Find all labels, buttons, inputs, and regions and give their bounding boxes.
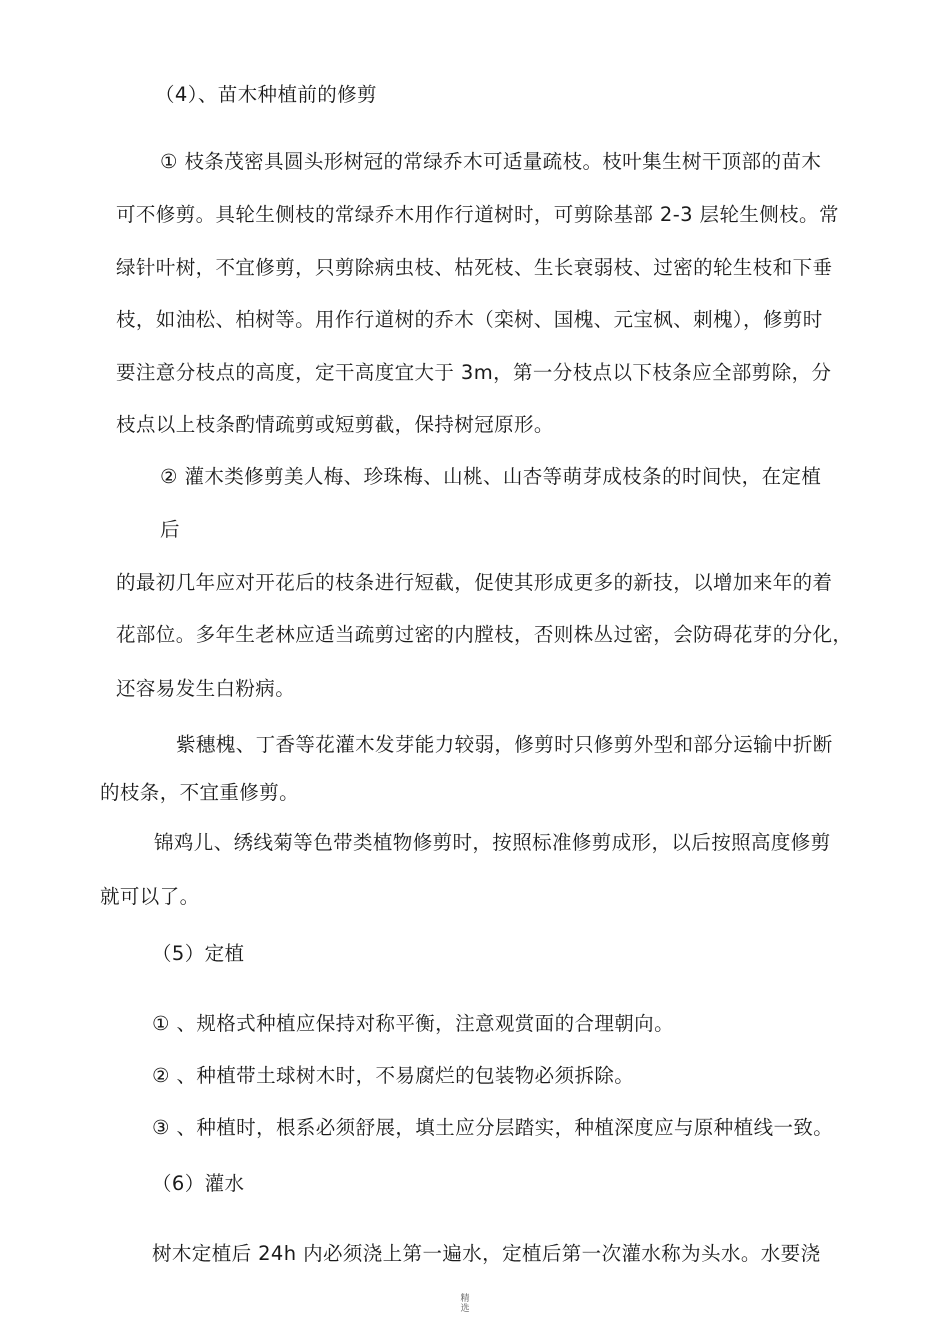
page-footer: 精选 [460, 1294, 470, 1314]
paragraph-line: 的最初几年应对开花后的枝条进行短截，促使其形成更多的新技，以增加来年的着 [116, 571, 833, 594]
paragraph-line: 可不修剪。具轮生侧枝的常绿乔木用作行道树时，可剪除基部 2-3 层轮生侧枝。常 [116, 203, 839, 226]
heading-planting: （5）定植 [152, 942, 245, 965]
paragraph-line: 绿针叶树，不宜修剪，只剪除病虫枝、枯死枝、生长衰弱枝、过密的轮生枝和下垂 [116, 256, 833, 279]
list-item: ② 、种植带土球树木时，不易腐烂的包装物必须拆除。 [152, 1064, 635, 1087]
list-item: ① 、规格式种植应保持对称平衡，注意观赏面的合理朝向。 [152, 1012, 674, 1035]
heading-pruning-before-planting: （4）、苗木种植前的修剪 [155, 83, 377, 106]
paragraph-line: 后 [160, 518, 180, 541]
paragraph-line: 锦鸡儿、绣线菊等色带类植物修剪时，按照标准修剪成形，以后按照高度修剪 [154, 831, 831, 854]
paragraph-line: 树木定植后 24h 内必须浇上第一遍水，定植后第一次灌水称为头水。水要浇 [152, 1242, 821, 1265]
paragraph-line: 就可以了。 [100, 885, 200, 908]
heading-watering: （6）灌水 [152, 1172, 245, 1195]
paragraph-line: 花部位。多年生老林应适当疏剪过密的内膛枝，否则株丛过密，会防碍花芽的分化， [116, 623, 853, 646]
paragraph-line: 要注意分枝点的高度，定干高度宜大于 3m，第一分枝点以下枝条应全部剪除，分 [116, 361, 832, 384]
paragraph-line: ① 枝条茂密具圆头形树冠的常绿乔木可适量疏枝。枝叶集生树干顶部的苗木 [160, 150, 822, 173]
paragraph-line: ② 灌木类修剪美人梅、珍珠梅、山桃、山杏等萌芽成枝条的时间快，在定植 [160, 465, 822, 488]
paragraph-line: 紫穗槐、丁香等花灌木发芽能力较弱，修剪时只修剪外型和部分运输中折断 [176, 733, 833, 756]
paragraph-line: 还容易发生白粉病。 [116, 677, 296, 700]
paragraph-line: 的枝条，不宜重修剪。 [100, 781, 300, 804]
list-item: ③ 、种植时，根系必须舒展，填土应分层踏实，种植深度应与原种植线一致。 [152, 1116, 834, 1139]
paragraph-line: 枝点以上枝条酌情疏剪或短剪截，保持树冠原形。 [116, 413, 554, 436]
paragraph-line: 枝，如油松、柏树等。用作行道树的乔木（栾树、国槐、元宝枫、刺槐），修剪时 [116, 308, 823, 331]
